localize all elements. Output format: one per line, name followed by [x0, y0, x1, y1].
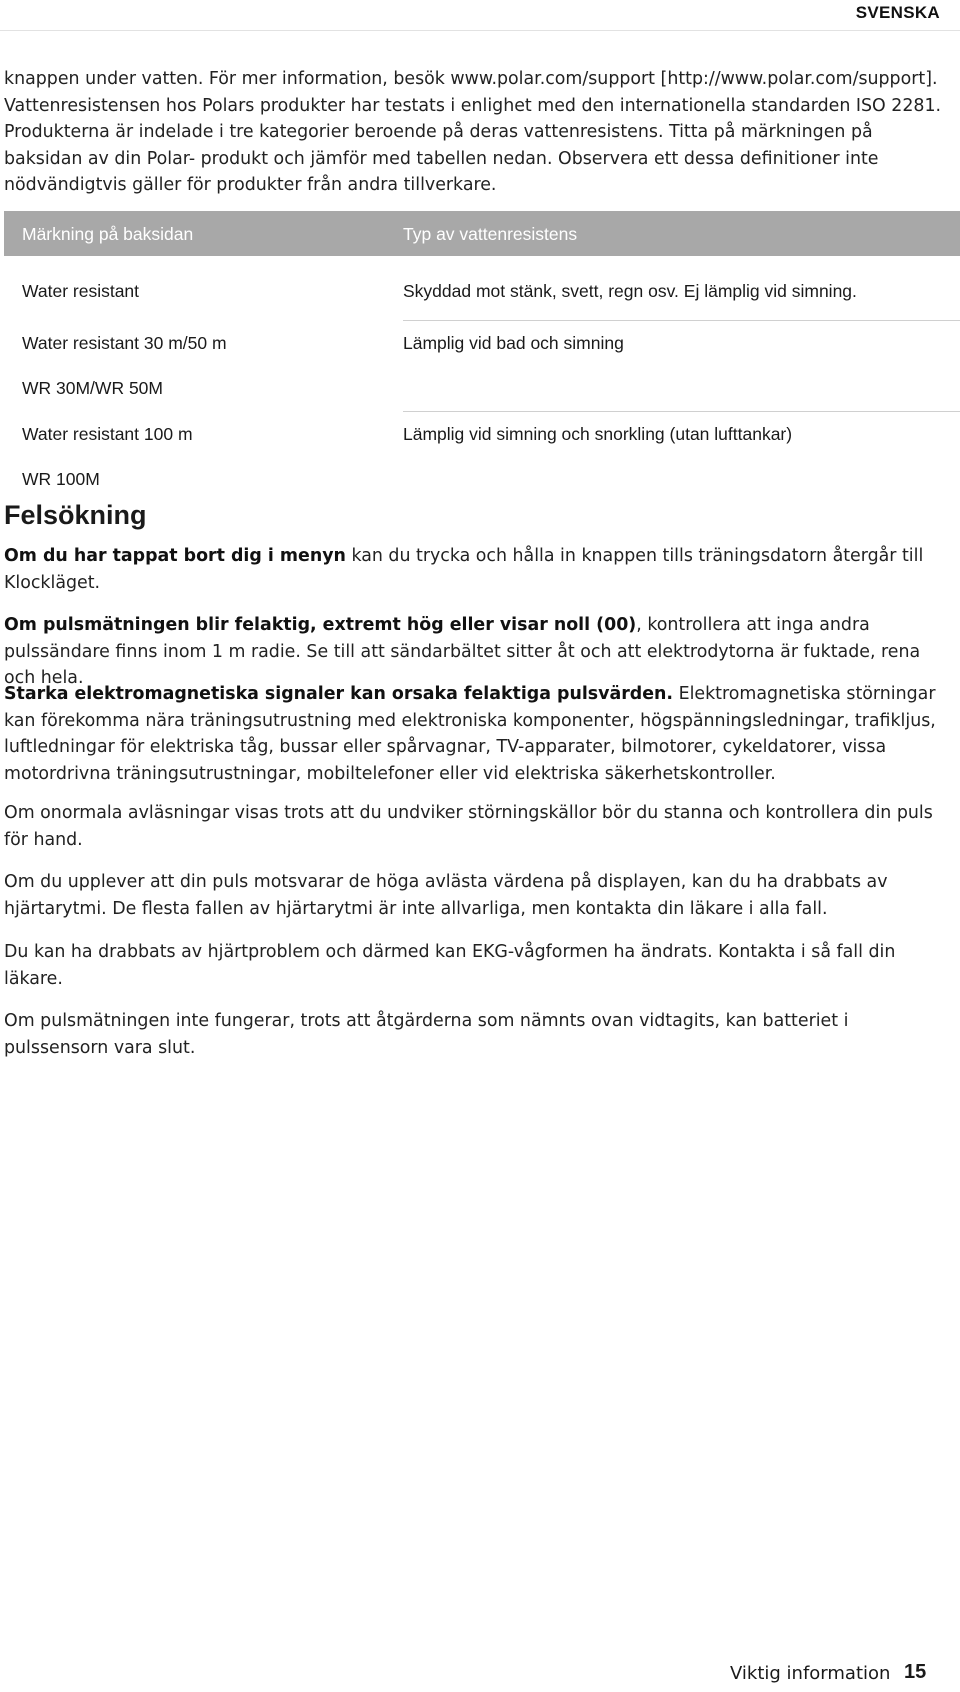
troubleshooting-paragraph: Om pulsmätningen inte fungerar, trots att åtgärderna som nämnts ovan vidtagits, kan batteriet i pulssensorn vara slut.	[4, 1011, 849, 1058]
table-cell-type: Lämplig vid bad och simning	[403, 333, 624, 353]
water-resistance-table	[4, 211, 960, 491]
page-header-label: SVENSKA	[855, 3, 940, 22]
table-cell-type: Skyddad mot stänk, svett, regn osv. Ej lämplig vid simning.	[403, 281, 857, 301]
troubleshooting-paragraph	[4, 681, 954, 787]
paragraph-text: kan du trycka och hålla in knappen tills träningsdatorn återgår till Klockläget.	[4, 546, 924, 593]
troubleshooting-paragraph: Om onormala avläsningar visas trots att du undviker störningskällor bör du stanna och kontrollera din puls för hand.	[4, 803, 933, 850]
paragraph-text: Elektromagnetiska störningar kan förekomma nära träningsutrustning med elektroniska komponenter, högspänningsledningar, trafikljus, luftledningar för elektriska tåg, bussar eller spårvagnar, TV-apparater, bilmotorer, cykeldatorer, vissa motordrivna träningsutrustningar, mobiltelefoner eller vid elektriska säkerhetskontroller.	[4, 684, 936, 784]
header-divider	[0, 30, 960, 31]
intro-paragraph: knappen under vatten. För mer information, besök www.polar.com/support [http://www.polar.com/support]. Vattenresistensen hos Polars produkter har testats i enlighet med den internationella standarden ISO 2281. Produkterna är indelade i tre kategorier beroende på deras vattenresistens. Titta på märkningen på baksidan av din Polar- produkt och jämför med tabellen nedan. Observera ett dessa definitioner inte nödvändigtvis gäller för produkter från andra tillverkare.	[4, 69, 942, 195]
troubleshooting-paragraph: Om du upplever att din puls motsvarar de höga avlästa värdena på displayen, kan du ha drabbats av hjärtarytmi. De flesta fallen av hjärtarytmi är inte allvarliga, men kontakta din läkare i alla fall.	[4, 872, 888, 919]
troubleshooting-paragraph	[4, 612, 954, 692]
troubleshooting-paragraph	[4, 543, 954, 596]
paragraph-lead: Om pulsmätningen blir felaktig, extremt hög eller visar noll (00)	[4, 615, 637, 635]
page-number: 15	[904, 1661, 927, 1683]
table-cell-marking: WR 30M/WR 50M	[22, 378, 163, 398]
table-cell-marking: Water resistant	[22, 281, 140, 301]
paragraph-lead: Om du har tappat bort dig i menyn	[4, 546, 346, 566]
row-divider	[403, 411, 960, 412]
table-cell-marking: WR 100M	[22, 469, 100, 489]
row-divider	[403, 320, 960, 321]
table-header-type: Typ av vattenresistens	[403, 224, 578, 244]
table-cell-marking: Water resistant 30 m/50 m	[22, 333, 227, 353]
troubleshooting-paragraph: Du kan ha drabbats av hjärtproblem och därmed kan EKG-vågformen ha ändrats. Kontakta i så fall din läkare.	[4, 942, 896, 989]
table-header-marking: Märkning på baksidan	[22, 224, 194, 244]
table-body	[4, 256, 960, 491]
table-cell-marking: Water resistant 100 m	[22, 424, 193, 444]
footer-section-title: Viktig information	[730, 1663, 891, 1684]
paragraph-text: , kontrollera att inga andra pulssändare finns inom 1 m radie. Se till att sändarbältet sitter åt och att elektrodytorna är fuktade, rena och hela.	[4, 615, 921, 688]
table-header-row	[4, 211, 960, 256]
paragraph-lead: Starka elektromagnetiska signaler kan orsaka felaktiga pulsvärden.	[4, 684, 674, 704]
section-title: Felsökning	[4, 500, 147, 530]
table-cell-type: Lämplig vid simning och snorkling (utan lufttankar)	[403, 424, 793, 444]
